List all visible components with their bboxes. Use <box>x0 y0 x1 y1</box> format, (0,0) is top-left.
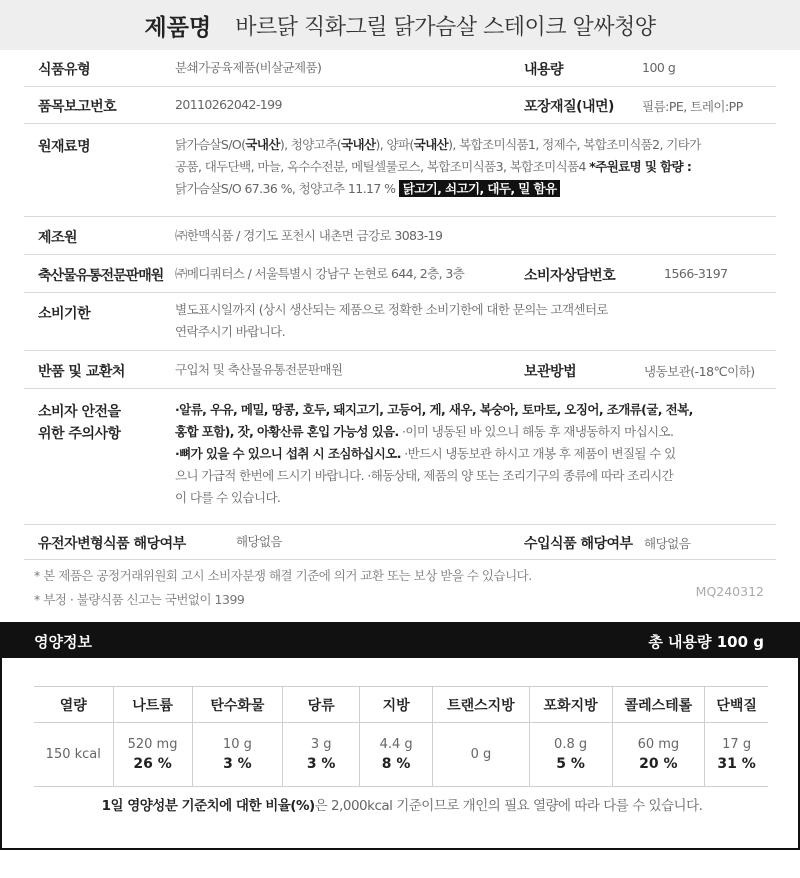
product-title-bar <box>0 0 800 50</box>
import-value: 해당없음 <box>644 536 691 551</box>
safety-line-5: 이 다를 수 있습니다. <box>175 490 281 505</box>
seller-value: ㈜메디쿼터스 / 서울특별시 강남구 논현로 644, 2층, 3층 <box>175 266 465 281</box>
food-type-label: 식품유형 <box>38 62 91 78</box>
nutrition-value-row <box>34 723 768 787</box>
product-code: MQ240312 <box>695 584 764 599</box>
nutrition-percent: 26 % <box>133 756 172 772</box>
row-report-number <box>24 87 776 124</box>
expiry-label: 소비기한 <box>38 306 91 322</box>
nutrition-percent: 8 % <box>381 756 411 772</box>
nutrition-header-cell: 포화지방 <box>529 687 612 723</box>
nutrition-amount: 17 g <box>722 737 752 752</box>
row-expiry <box>24 293 776 351</box>
packaging-value: 필름:PE, 트레이:PP <box>642 99 743 114</box>
nutrition-percent: 3 % <box>223 756 252 772</box>
product-name-label: 제품명 <box>144 14 212 41</box>
expiry-value <box>175 299 775 343</box>
nutrition-value-cell <box>705 723 768 787</box>
manufacturer-value: ㈜한맥식품 / 경기도 포천시 내촌면 금강로 3083-19 <box>175 228 443 243</box>
nutrition-header <box>0 622 800 658</box>
nutrition-box <box>0 658 800 850</box>
ingredients-line-3: 닭가슴살S/O 67.36 %, 청양고추 11.17 % 닭고기, 쇠고기, 대두, 밀 함유 <box>175 178 775 200</box>
nutrition-value-cell <box>612 723 705 787</box>
safety-label: 소비자 안전을 위한 주의사항 <box>38 404 121 442</box>
safety-line-3: ·뼈가 있을 수 있으니 섭취 시 조심하십시오. ·반드시 냉동보관 하시고 개봉 후 제품이 변질될 수 있 <box>175 446 676 461</box>
row-seller <box>24 255 776 293</box>
nutrition-percent: 5 % <box>556 756 585 772</box>
nutrition-title: 영양정보 <box>34 633 92 651</box>
notes <box>34 564 532 612</box>
row-manufacturer <box>24 217 776 255</box>
row-gmo-import <box>24 525 776 560</box>
nutrition-table <box>34 686 768 787</box>
nutrition-value-cell <box>34 723 113 787</box>
safety-line-1: ·알류, 우유, 메밀, 땅콩, 호두, 돼지고기, 고등어, 게, 새우, 복숭아, 토마토, 오징어, 조개류(굴, 전복, <box>175 402 693 417</box>
product-info-table <box>24 50 776 560</box>
nutrition-value-cell <box>113 723 192 787</box>
nutrition-total: 총 내용량 100 g <box>648 633 764 651</box>
ingredients-label: 원재료명 <box>38 139 91 155</box>
nutrition-amount: 4.4 g <box>379 737 413 752</box>
nutrition-amount: 0 g <box>470 747 492 762</box>
packaging-label: 포장재질(내면) <box>524 99 614 115</box>
row-return <box>24 351 776 389</box>
nutrition-percent: 31 % <box>717 756 756 772</box>
gmo-value: 해당없음 <box>236 534 282 549</box>
nutrition-header-cell: 지방 <box>360 687 433 723</box>
expiry-line-1: 별도표시일까지 (상시 생산되는 제품으로 정확한 소비기한에 대한 문의는 고객센터로 <box>175 302 608 317</box>
nutrition-header-cell: 당류 <box>283 687 360 723</box>
nutrition-header-cell: 열량 <box>34 687 113 723</box>
report-number-value: 20110262042-199 <box>175 97 282 112</box>
nutrition-amount: 520 mg <box>127 737 178 752</box>
ingredients-line-1: 닭가슴살S/O(국내산), 청양고추(국내산), 양파(국내산), 복합조미식품1, 정제수, 복합조미식품2, 기타가 <box>175 137 701 152</box>
return-value: 구입처 및 축산물유통전문판매원 <box>175 362 343 377</box>
row-food-type <box>24 50 776 87</box>
nutrition-amount: 3 g <box>310 737 332 752</box>
ingredients-line-2: 공품, 대두단백, 마늘, 옥수수전분, 메틸셀룰로스, 복합조미식품3, 복합조미식품4 *주원료명 및 함량 : <box>175 159 692 174</box>
allergen-highlight: 닭고기, 쇠고기, 대두, 밀 함유 <box>399 180 561 197</box>
nutrition-amount: 150 kcal <box>45 747 101 762</box>
expiry-line-2: 연락주시기 바랍니다. <box>175 324 286 339</box>
gmo-label: 유전자변형식품 해당여부 <box>38 536 186 552</box>
volume-label: 내용량 <box>524 62 564 78</box>
consult-value: 1566-3197 <box>664 266 728 281</box>
nutrition-percent: 20 % <box>639 756 678 772</box>
nutrition-value-cell <box>529 723 612 787</box>
nutrition-percent: 3 % <box>306 756 336 772</box>
nutrition-amount: 10 g <box>222 737 252 752</box>
nutrition-header-cell: 콜레스테롤 <box>612 687 705 723</box>
return-label: 반품 및 교환처 <box>38 364 125 380</box>
safety-value <box>175 399 775 509</box>
nutrition-value-cell <box>360 723 433 787</box>
note-line-1: * 본 제품은 공정거래위원회 고시 소비자분쟁 해결 기준에 의거 교환 또는 보상 받을 수 있습니다. <box>34 568 532 583</box>
product-name-value: 바르닭 직화그릴 닭가슴살 스테이크 알싸청양 <box>235 14 656 40</box>
nutrition-header-row <box>34 687 768 723</box>
note-line-2: * 부정 · 불량식품 신고는 국번없이 1399 <box>34 592 245 607</box>
ingredients-value <box>175 134 775 200</box>
food-type-value: 분쇄가공육제품(비살균제품) <box>175 60 322 75</box>
volume-value: 100 g <box>642 60 676 75</box>
nutrition-header-cell: 나트륨 <box>113 687 192 723</box>
safety-line-2: 홍합 포함), 잣, 아황산류 혼입 가능성 있음. ·이미 냉동된 바 있으니 해동 후 재냉동하지 마십시오. <box>175 424 674 439</box>
nutrition-value-cell <box>433 723 530 787</box>
nutrition-footnote: 1일 영양성분 기준치에 대한 비율(%)은 2,000kcal 기준이므로 개인의 필요 열량에 따라 다를 수 있습니다. <box>101 798 703 814</box>
consult-label: 소비자상담번호 <box>524 268 616 284</box>
seller-label: 축산물유통전문판매원 <box>38 268 164 284</box>
report-number-label: 품목보고번호 <box>38 99 117 115</box>
nutrition-header-cell: 트랜스지방 <box>433 687 530 723</box>
storage-value: 냉동보관(-18℃이하) <box>644 364 755 379</box>
nutrition-value-cell <box>192 723 283 787</box>
row-ingredients <box>24 124 776 217</box>
import-label: 수입식품 해당여부 <box>524 536 633 552</box>
nutrition-amount: 60 mg <box>637 737 680 752</box>
manufacturer-label: 제조원 <box>38 230 78 246</box>
nutrition-header-cell: 단백질 <box>705 687 768 723</box>
nutrition-value-cell <box>283 723 360 787</box>
nutrition-header-cell: 탄수화물 <box>192 687 283 723</box>
storage-label: 보관방법 <box>524 364 577 380</box>
safety-line-4: 으니 가급적 한번에 드시기 바랍니다. ·해동상태, 제품의 양 또는 조리기구의 종류에 따라 조리시간 <box>175 468 674 483</box>
row-safety <box>24 389 776 525</box>
nutrition-amount: 0.8 g <box>554 737 588 752</box>
